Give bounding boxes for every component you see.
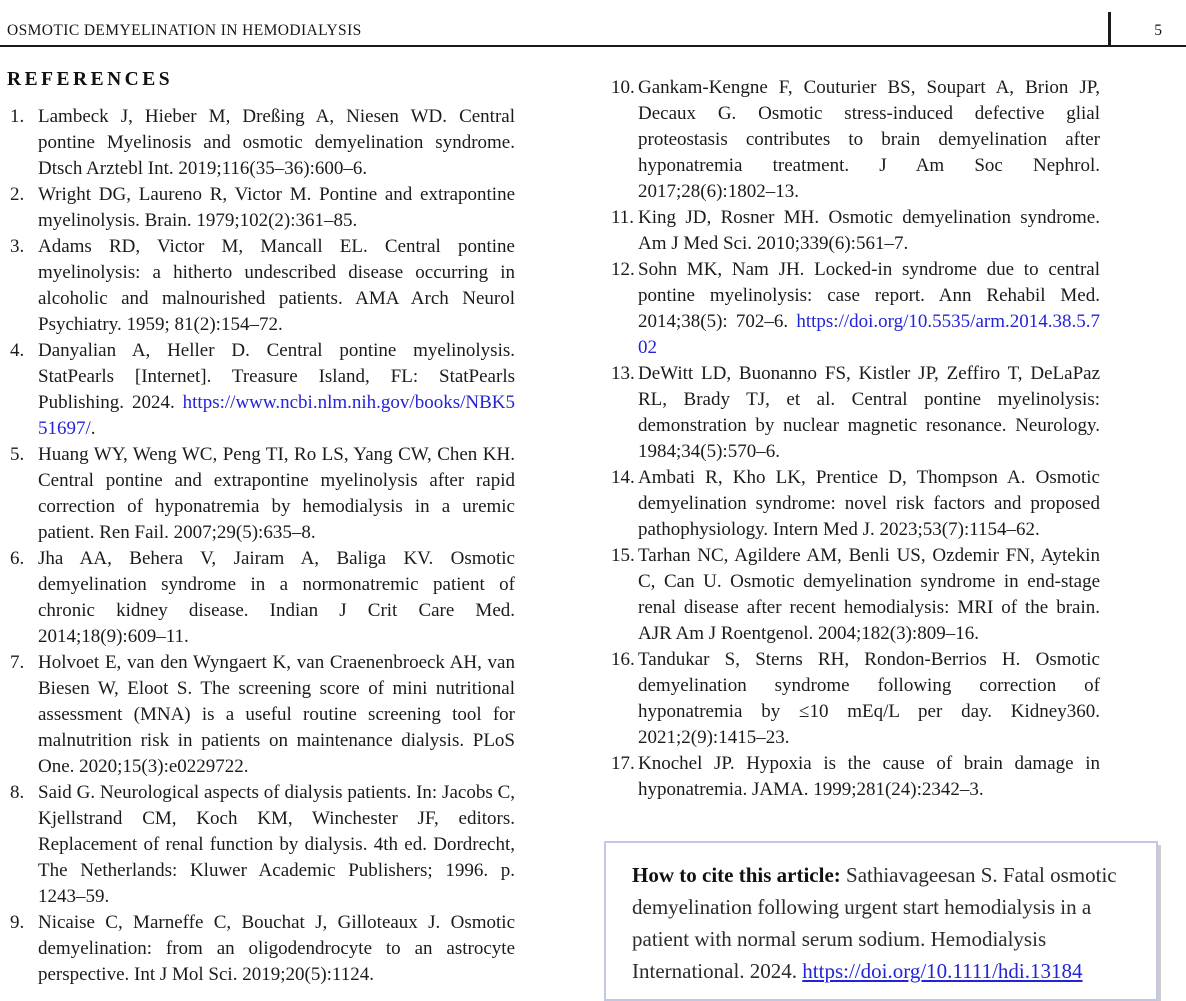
reference-item [611, 465, 1100, 543]
reference-text: Huang WY, Weng WC, Peng TI, Ro LS, Yang CW, Chen KH. Central pontine and extrapontine myelinolysis after rapid correction of hyponatremia by hemodialysis in a uremic patient. Ren Fail. 2007;29(5):635–8. [38, 444, 515, 543]
reference-number: 1. [10, 106, 25, 127]
references-heading: REFERENCES [7, 69, 174, 90]
reference-number: 17. [611, 753, 635, 774]
how-to-cite-box [604, 841, 1158, 1001]
reference-number: 7. [10, 652, 25, 673]
reference-number: 12. [611, 259, 635, 280]
reference-text: Ambati R, Kho LK, Prentice D, Thompson A. Osmotic demyelination syndrome: novel risk factors and proposed pathophysiology. Intern Med J. 2023;53(7):1154–62. [638, 467, 1100, 540]
reference-item [7, 182, 515, 234]
reference-item [611, 647, 1100, 751]
reference-item [7, 910, 515, 988]
reference-text: Knochel JP. Hypoxia is the cause of brain damage in hyponatremia. JAMA. 1999;281(24):2342–3. [638, 753, 1100, 800]
reference-item [7, 338, 515, 442]
reference-text: Adams RD, Victor M, Mancall EL. Central pontine myelinolysis: a hitherto undescribed disease occurring in alcoholic and malnourished patients. AMA Arch Neurol Psychiatry. 1959; 81(2):154–72. [38, 236, 515, 335]
reference-item [7, 780, 515, 910]
reference-text: Tandukar S, Sterns RH, Rondon-Berrios H. Osmotic demyelination syndrome following correction of hyponatremia by ≤10 mEq/L per day. Kidney360. 2021;2(9):1415–23. [638, 649, 1100, 748]
reference-list-right [611, 75, 1100, 803]
reference-number: 14. [611, 467, 635, 488]
reference-text: King JD, Rosner MH. Osmotic demyelination syndrome. Am J Med Sci. 2010;339(6):561–7. [638, 207, 1100, 254]
reference-text: Wright DG, Laureno R, Victor M. Pontine and extrapontine myelinolysis. Brain. 1979;102(2):361–85. [38, 184, 515, 231]
reference-item [7, 104, 515, 182]
reference-text: Sohn MK, Nam JH. Locked-in syndrome due to central pontine myelinolysis: case report. Ann Rehabil Med. 2014;38(5): 702–6. https://doi.org/10.5535/arm.2014.38.5.702 [638, 259, 1100, 358]
reference-number: 16. [611, 649, 635, 670]
reference-number: 9. [10, 912, 25, 933]
reference-text: Holvoet E, van den Wyngaert K, van Craenenbroeck AH, van Biesen W, Eloot S. The screening score of mini nutritional assessment (MNA) is a useful routine screening tool for malnutrition risk in patients on maintenance dialysis. PLoS One. 2020;15(3):e0229722. [38, 652, 515, 777]
cite-box-label: How to cite this article: [632, 863, 841, 887]
reference-item [611, 543, 1100, 647]
how-to-cite-paragraph [632, 859, 1130, 987]
page-header [0, 0, 1186, 47]
reference-number: 4. [10, 340, 25, 361]
reference-text: Said G. Neurological aspects of dialysis patients. In: Jacobs C, Kjellstrand CM, Koch KM, Winchester JF, editors. Replacement of renal function by dialysis. 4th ed. Dordrecht, The Netherlands: Kluwer Academic Publishers; 1996. p. 1243–59. [38, 782, 515, 907]
citation-doi-link[interactable]: https://doi.org/10.1111/hdi.13184 [802, 959, 1083, 983]
running-head-title: OSMOTIC DEMYELINATION IN HEMODIALYSIS [7, 22, 362, 39]
header-divider-tick [1108, 12, 1111, 45]
reference-text: DeWitt LD, Buonanno FS, Kistler JP, Zeffiro T, DeLaPaz RL, Brady TJ, et al. Central pontine myelinolysis: demonstration by nuclear magnetic resonance. Neurology. 1984;34(5):570–6. [638, 363, 1100, 462]
page-number: 5 [1154, 22, 1162, 39]
reference-number: 8. [10, 782, 25, 803]
reference-item [7, 546, 515, 650]
reference-item [611, 361, 1100, 465]
reference-text: Jha AA, Behera V, Jairam A, Baliga KV. Osmotic demyelination syndrome in a normonatremic patient of chronic kidney disease. Indian J Crit Care Med. 2014;18(9):609–11. [38, 548, 515, 647]
reference-item [611, 75, 1100, 205]
reference-list-left [7, 104, 515, 988]
reference-item [7, 442, 515, 546]
reference-item [611, 257, 1100, 361]
reference-number: 11. [611, 207, 635, 228]
reference-text: Tarhan NC, Agildere AM, Benli US, Ozdemir FN, Aytekin C, Can U. Osmotic demyelination syndrome in end-stage renal disease after recent hemodialysis: MRI of the brain. AJR Am J Roentgenol. 2004;182(3):809–16. [638, 545, 1100, 644]
reference-item [7, 650, 515, 780]
two-column-layout [0, 47, 1186, 1001]
references-left-column [7, 69, 515, 1001]
reference-number: 5. [10, 444, 25, 465]
reference-number: 13. [611, 363, 635, 384]
reference-number: 3. [10, 236, 25, 257]
reference-item [7, 234, 515, 338]
reference-number: 6. [10, 548, 25, 569]
reference-number: 15. [611, 545, 635, 566]
reference-link[interactable]: https://www.ncbi.nlm.nih.gov/books/NBK551697/ [38, 392, 515, 439]
reference-number: 10. [611, 77, 635, 98]
reference-text: Danyalian A, Heller D. Central pontine myelinolysis. StatPearls [Internet]. Treasure Island, FL: StatPearls Publishing. 2024. https://www.ncbi.nlm.nih.gov/books/NBK551697/. [38, 340, 515, 439]
reference-item [611, 751, 1100, 803]
reference-link[interactable]: https://doi.org/10.5535/arm.2014.38.5.702 [638, 311, 1100, 358]
cite-box-text: Sathiavageesan S. Fatal osmotic demyelination following urgent start hemodialysis in a patient with normal serum sodium. Hemodialysis International. 2024. [632, 863, 1117, 983]
reference-text: Gankam-Kengne F, Couturier BS, Soupart A, Brion JP, Decaux G. Osmotic stress-induced defective glial proteostasis contributes to brain demyelination after hyponatremia treatment. J Am Soc Nephrol. 2017;28(6):1802–13. [638, 77, 1100, 202]
reference-item [611, 205, 1100, 257]
references-right-column [611, 69, 1117, 1001]
reference-text: Lambeck J, Hieber M, Dreßing A, Niesen WD. Central pontine Myelinosis and osmotic demyelination syndrome. Dtsch Arztebl Int. 2019;116(35–36):600–6. [38, 106, 515, 179]
reference-text: Nicaise C, Marneffe C, Bouchat J, Gilloteaux J. Osmotic demyelination: from an oligodendrocyte to an astrocyte perspective. Int J Mol Sci. 2019;20(5):1124. [38, 912, 515, 985]
reference-number: 2. [10, 184, 25, 205]
